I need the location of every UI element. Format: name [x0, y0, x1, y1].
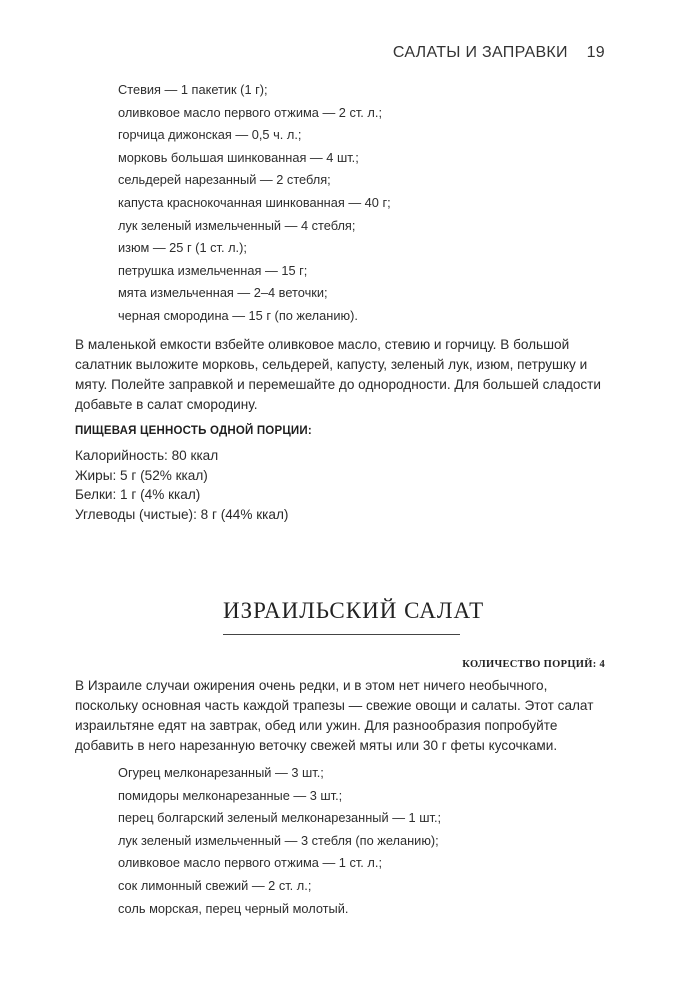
ingredients-list-1 [118, 79, 391, 328]
nutrition-heading: ПИЩЕВАЯ ЦЕННОСТЬ ОДНОЙ ПОРЦИИ: [75, 425, 312, 437]
servings-count: КОЛИЧЕСТВО ПОРЦИЙ: 4 [462, 659, 605, 670]
ingredient-item: помидоры мелконарезанные — 3 шт.; [118, 787, 343, 803]
running-header [393, 44, 605, 62]
ingredient-item: сок лимонный свежий — 2 ст. л.; [118, 877, 312, 893]
nutrition-line: Белки: 1 г (4% ккал) [75, 487, 201, 502]
nutrition-list [75, 446, 288, 524]
ingredient-item: оливковое масло первого отжима — 2 ст. л.; [118, 104, 382, 120]
recipe-intro-paragraph: В Израиле случаи ожирения очень редки, и в этом нет ничего необычного, поскольку основная часть каждой трапезы — свежие овощи и салаты. Этот салат израильтяне едят на завтрак, обед или ужин. Для разнообразия попробуйте добавить в него нарезанную веточку свежей мяты или 30 г феты кусочками. [75, 678, 594, 753]
ingredient-item: сельдерей нарезанный — 2 стебля; [118, 172, 331, 188]
instructions-paragraph: В маленькой емкости взбейте оливковое масло, стевию и горчицу. В большой салатник выложите морковь, сельдерей, капусту, зеленый лук, изюм, петрушку и мяту. Полейте заправкой и перемешайте до однородности. Для большей сладости добавьте в салат смородину. [75, 337, 602, 412]
ingredient-item: оливковое масло первого отжима — 1 ст. л.; [118, 855, 382, 871]
ingredients-list-2 [118, 762, 441, 920]
nutrition-line: Калорийность: 80 ккал [75, 448, 219, 463]
ingredient-item: лук зеленый измельченный — 4 стебля; [118, 217, 356, 233]
title-underline [223, 634, 460, 635]
ingredient-item: лук зеленый измельченный — 3 стебля (по желанию); [118, 832, 439, 848]
ingredient-item: мята измельченная — 2–4 веточки; [118, 285, 328, 301]
ingredient-item: горчица дижонская — 0,5 ч. л.; [118, 127, 302, 143]
ingredient-item: перец болгарский зеленый мелконарезанный — 1 шт.; [118, 810, 442, 826]
ingredient-item: черная смородина — 15 г (по желанию). [118, 307, 358, 323]
ingredient-item: Огурец мелконарезанный — 3 шт.; [118, 765, 324, 780]
ingredient-item: петрушка измельченная — 15 г; [118, 262, 308, 278]
ingredient-item: морковь большая шинкованная — 4 шт.; [118, 149, 359, 165]
nutrition-line: Углеводы (чистые): 8 г (44% ккал) [75, 506, 289, 522]
ingredient-item: соль морская, перец черный молотый. [118, 900, 349, 916]
nutrition-line: Жиры: 5 г (52% ккал) [75, 467, 208, 483]
ingredient-item: Стевия — 1 пакетик (1 г); [118, 82, 268, 97]
recipe-title: ИЗРАИЛЬСКИЙ САЛАТ [223, 598, 485, 623]
section-title: САЛАТЫ И ЗАПРАВКИ [392, 44, 568, 61]
page-number: 19 [586, 44, 605, 61]
ingredient-item: изюм — 25 г (1 ст. л.); [118, 240, 247, 256]
ingredient-item: капуста краснокочанная шинкованная — 40 г; [118, 194, 391, 210]
